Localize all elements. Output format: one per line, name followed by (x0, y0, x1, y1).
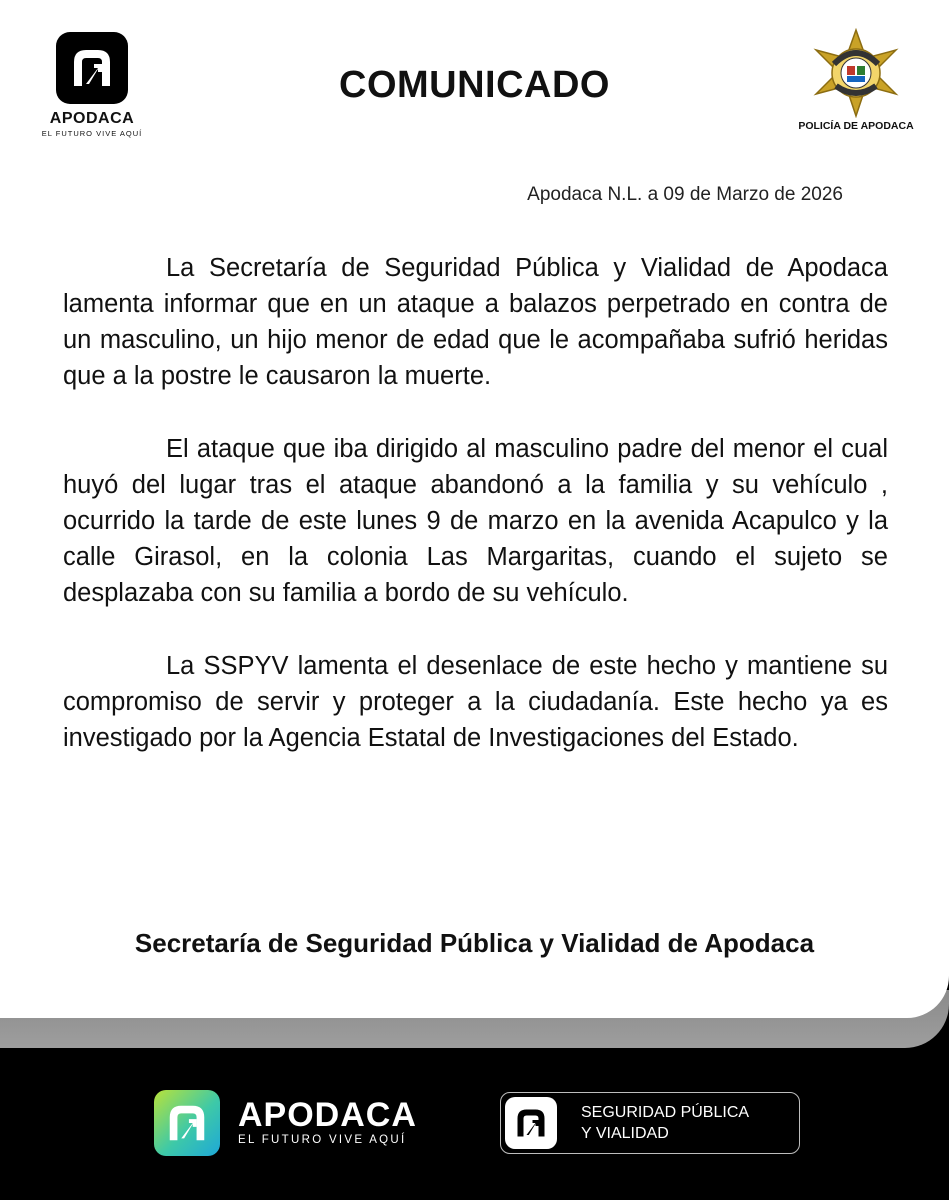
document-title: COMUNICADO (339, 64, 610, 106)
police-badge (786, 28, 926, 132)
footer-security-line2: Y VIALIDAD (581, 1125, 669, 1142)
date-line: Apodaca N.L. a 09 de Marzo de 2026 (527, 184, 843, 205)
footer-logo-word: APODACA (238, 1096, 417, 1134)
apodaca-logo-tagline: EL FUTURO VIVE AQUÍ (41, 129, 143, 138)
paragraph-1: La Secretaría de Seguridad Pública y Vialidad de Apodaca lamenta informar que en un ataque a balazos perpetrado en contra de un masculino, un hijo menor de edad que le acompañaba sufrió heridas que a la postre le causaron la muerte. (63, 254, 888, 390)
signature-line: Secretaría de Seguridad Pública y Vialidad de Apodaca (134, 928, 815, 958)
communique-body (63, 250, 888, 793)
police-badge-caption: POLICÍA DE APODACA (798, 120, 914, 132)
apodaca-logo-icon (154, 1090, 220, 1156)
footer-security-logo (500, 1092, 800, 1154)
police-star-badge-icon (810, 28, 902, 118)
paragraph-3: La SSPYV lamenta el desenlace de este hecho y mantiene su compromiso de servir y proteger a la ciudadanía. Este hecho ya es investigado por la Agencia Estatal de Investigaciones del Estado. (63, 652, 888, 752)
apodaca-logo-word: APODACA (49, 110, 135, 127)
footer-security-line1: SEGURIDAD PÚBLICA (581, 1104, 750, 1121)
apodaca-logo-icon (505, 1097, 557, 1149)
footer-logo-tagline: EL FUTURO VIVE AQUÍ (238, 1134, 407, 1146)
paragraph-2: El ataque que iba dirigido al masculino padre del menor el cual huyó del lugar tras el ataque abandonó a la familia y su vehículo , ocurrido la tarde de este lunes 9 de marzo en la avenida Acapulco y la calle Girasol, en la colonia Las Margaritas, cuando el sujeto se desplazaba con su familia a bordo de su vehículo. (63, 435, 888, 607)
